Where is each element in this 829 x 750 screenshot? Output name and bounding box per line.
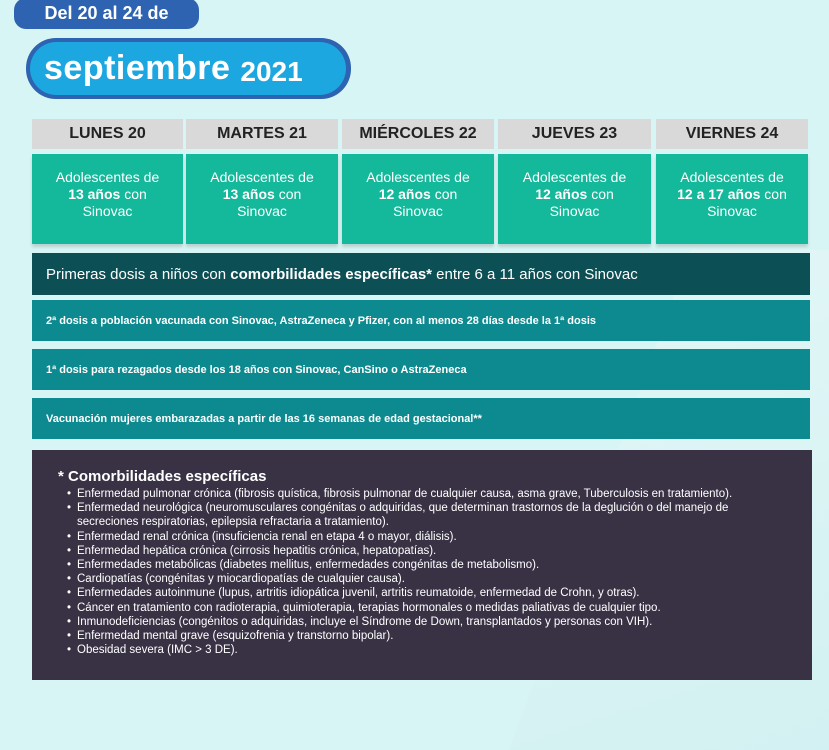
- cell-line: [342, 186, 494, 203]
- cell-line: [656, 186, 808, 203]
- cell-line: Sinovac: [549, 203, 600, 219]
- day-header-friday: VIERNES 24: [656, 119, 808, 149]
- day-header-thursday: JUEVES 23: [498, 119, 651, 149]
- cell-line: Sinovac: [393, 203, 443, 219]
- month-label: septiembre: [44, 49, 231, 87]
- day-header-monday: LUNES 20: [32, 119, 183, 149]
- list-item: • Cardiopatías (congénitas y miocardiopatías de cualquier causa).: [68, 572, 812, 586]
- band-first-doses-children: [32, 253, 810, 295]
- cell-line: Adolescentes de: [680, 169, 784, 185]
- day-cell-friday: [656, 154, 808, 244]
- list-item: • Enfermedades autoinmune (lupus, artritis idiopática juvenil, artritis reumatoide, enfermedad de Crohn, y otras).: [68, 586, 812, 600]
- cell-line: [186, 186, 338, 203]
- list-item: • Inmunodeficiencias (congénitos o adquiridas, incluye el Síndrome de Down, transplantados y personas con VIH).: [68, 615, 812, 629]
- cell-text: con: [760, 186, 787, 202]
- day-cell-monday: [32, 154, 183, 244]
- list-item: • Cáncer en tratamiento con radioterapia, quimioterapia, terapias hormonales o medidas paliativas de cualquier tipo.: [68, 601, 812, 615]
- list-item: • Enfermedad pulmonar crónica (fibrosis quística, fibrosis pulmonar de cualquier causa, asma grave, Tuberculosis en tratamiento).: [68, 487, 812, 501]
- comorbidities-list: [58, 487, 812, 657]
- band-text: entre 6 a 11 años con Sinovac: [432, 265, 638, 283]
- cell-line: [498, 186, 651, 203]
- cell-line: Adolescentes de: [522, 169, 627, 185]
- day-cell-wednesday: [342, 154, 494, 244]
- band-first-doses-lagging: 1ª dosis para rezagados desde los 18 años con Sinovac, CanSino o AstraZeneca: [32, 349, 810, 390]
- list-item: • Enfermedades metabólicas (diabetes mellitus, enfermedades congénitas de metabolismo).: [68, 558, 812, 572]
- list-item: • Enfermedad mental grave (esquizofrenia y transtorno bipolar).: [68, 629, 812, 643]
- cell-line: Sinovac: [237, 203, 287, 219]
- cell-line: Adolescentes de: [366, 169, 470, 185]
- list-item: • Enfermedad neurológica (neuromusculares congénitas o adquiridas, que determinan trastornos de la deglución o del manejo de secreciones respiratorias, epilepsia refractaria a tratamiento).: [68, 501, 812, 529]
- list-item: • Obesidad severa (IMC > 3 DE).: [68, 643, 812, 657]
- band-text: Primeras dosis a niños con: [46, 265, 231, 283]
- cell-line: Sinovac: [707, 203, 757, 219]
- cell-bold: 12 años: [378, 186, 431, 202]
- comorbidities-title: * Comorbilidades específicas: [58, 468, 267, 485]
- cell-bold: 12 años: [535, 186, 588, 202]
- cell-line: [32, 186, 183, 203]
- band-second-doses: 2ª dosis a población vacunada con Sinovac, AstraZeneca y Pfizer, con al menos 28 días desde la 1ª dosis: [32, 300, 810, 341]
- day-cell-tuesday: [186, 154, 338, 244]
- day-cell-thursday: [498, 154, 651, 244]
- day-header-wednesday: MIÉRCOLES 22: [342, 119, 494, 149]
- day-header-tuesday: MARTES 21: [186, 119, 338, 149]
- cell-bold: 13 años: [68, 186, 121, 202]
- cell-bold: 13 años: [222, 186, 275, 202]
- band-pregnant: Vacunación mujeres embarazadas a partir de las 16 semanas de edad gestacional**: [32, 398, 810, 439]
- cell-line: Adolescentes de: [55, 169, 160, 185]
- cell-line: Sinovac: [82, 203, 133, 219]
- cell-text: con: [430, 186, 458, 202]
- year-label: 2021: [240, 55, 303, 87]
- cell-text: con: [587, 186, 614, 202]
- cell-bold: 12 a 17 años: [677, 186, 761, 202]
- band-bold-text: comorbilidades específicas*: [230, 265, 433, 283]
- cell-text: con: [120, 186, 147, 202]
- cell-line: Adolescentes de: [210, 169, 314, 185]
- date-range-label: Del 20 al 24 de: [14, 0, 199, 29]
- list-item: • Enfermedad renal crónica (insuficiencia renal en etapa 4 o mayor, diálisis).: [68, 530, 812, 544]
- cell-text: con: [274, 186, 302, 202]
- list-item: • Enfermedad hepática crónica (cirrosis hepatitis crónica, hepatopatías).: [68, 544, 812, 558]
- comorbidities-box: [32, 450, 812, 680]
- month-pill: [30, 42, 346, 95]
